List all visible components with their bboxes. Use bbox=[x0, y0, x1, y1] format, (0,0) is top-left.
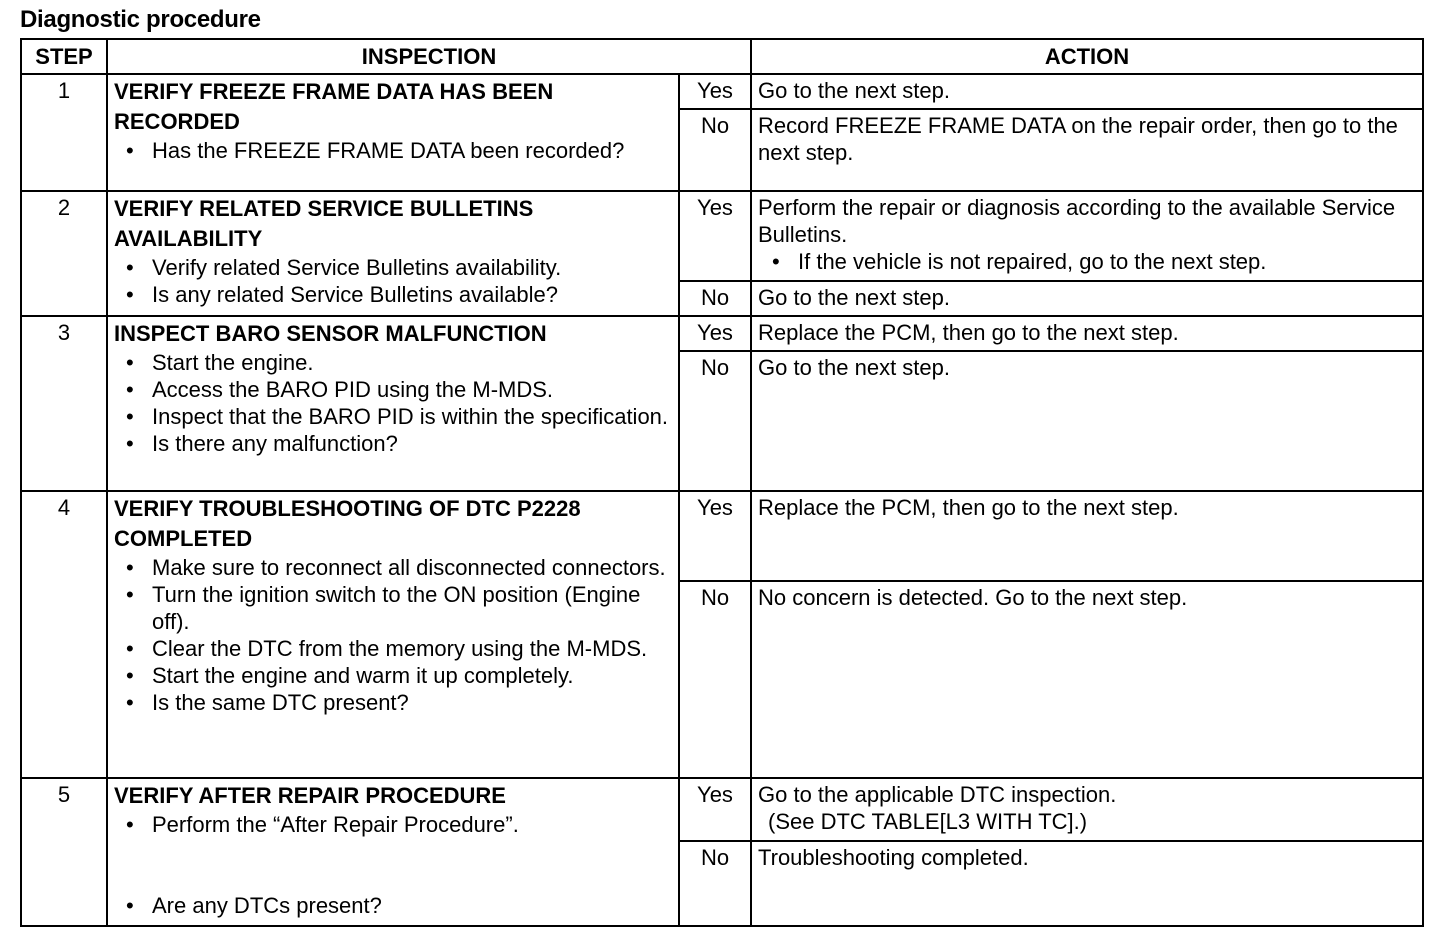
answer-no: No bbox=[679, 281, 751, 316]
list-item: • Make sure to reconnect all disconnected connectors. bbox=[152, 554, 672, 581]
inspection-heading: VERIFY RELATED SERVICE BULLETINS AVAILABILITY bbox=[114, 196, 534, 251]
list-item: • Start the engine and warm it up completely. bbox=[152, 662, 672, 689]
list-item: • Perform the “After Repair Procedure”. bbox=[152, 811, 672, 838]
answer-no: No bbox=[679, 581, 751, 778]
list-item: • Clear the DTC from the memory using the M-MDS. bbox=[152, 635, 672, 662]
list-item: • Access the BARO PID using the M-MDS. bbox=[152, 376, 672, 403]
header-row bbox=[21, 39, 1423, 74]
list-item: • Start the engine. bbox=[152, 349, 672, 376]
answer-no: No bbox=[679, 841, 751, 926]
answer-yes: Yes bbox=[679, 316, 751, 351]
action-yes bbox=[751, 191, 1423, 281]
spacer bbox=[114, 838, 672, 892]
list-item: • Has the FREEZE FRAME DATA been recorded? bbox=[152, 137, 672, 164]
list-item: • Turn the ignition switch to the ON position (Engine off). bbox=[152, 581, 672, 635]
table-row bbox=[21, 491, 1423, 581]
answer-yes: Yes bbox=[679, 778, 751, 841]
step-number: 5 bbox=[21, 778, 107, 926]
action-no: Record FREEZE FRAME DATA on the repair order, then go to the next step. bbox=[751, 109, 1423, 191]
inspection-cell bbox=[107, 191, 679, 316]
inspection-heading: VERIFY FREEZE FRAME DATA HAS BEEN RECORDED bbox=[114, 79, 554, 134]
action-yes: Go to the next step. bbox=[751, 74, 1423, 109]
list-item: • Verify related Service Bulletins availability. bbox=[152, 254, 672, 281]
inspection-bullets bbox=[114, 254, 672, 308]
step-number: 3 bbox=[21, 316, 107, 491]
answer-no: No bbox=[679, 351, 751, 491]
inspection-heading: VERIFY TROUBLESHOOTING OF DTC P2228 COMPLETED bbox=[114, 496, 581, 551]
table-row bbox=[21, 778, 1423, 841]
inspection-bullets bbox=[114, 811, 672, 838]
action-yes: Replace the PCM, then go to the next step. bbox=[751, 316, 1423, 351]
inspection-cell bbox=[107, 778, 679, 926]
list-item: • If the vehicle is not repaired, go to the next step. bbox=[798, 248, 1416, 275]
action-no: Go to the next step. bbox=[751, 351, 1423, 491]
inspection-cell bbox=[107, 316, 679, 491]
inspection-cell bbox=[107, 491, 679, 778]
action-yes bbox=[751, 778, 1423, 841]
inspection-bullets bbox=[114, 554, 672, 716]
step-number: 2 bbox=[21, 191, 107, 316]
inspection-heading: VERIFY AFTER REPAIR PROCEDURE bbox=[114, 783, 506, 808]
action-sub-bullets bbox=[758, 248, 1416, 275]
answer-yes: Yes bbox=[679, 191, 751, 281]
inspection-cell bbox=[107, 74, 679, 191]
inspection-bullets bbox=[114, 349, 672, 457]
inspection-heading: INSPECT BARO SENSOR MALFUNCTION bbox=[114, 321, 547, 346]
page-title: Diagnostic procedure bbox=[20, 6, 261, 33]
list-item: • Is any related Service Bulletins available? bbox=[152, 281, 672, 308]
step-number: 1 bbox=[21, 74, 107, 191]
list-item: • Are any DTCs present? bbox=[152, 892, 672, 919]
table-row bbox=[21, 316, 1423, 351]
header-action: ACTION bbox=[751, 39, 1423, 74]
action-no: No concern is detected. Go to the next step. bbox=[751, 581, 1423, 778]
step-number: 4 bbox=[21, 491, 107, 778]
table-row bbox=[21, 74, 1423, 109]
answer-no: No bbox=[679, 109, 751, 191]
header-inspection: INSPECTION bbox=[107, 39, 751, 74]
action-text: Perform the repair or diagnosis according to the available Service Bulletins. bbox=[758, 195, 1396, 247]
action-yes: Replace the PCM, then go to the next step. bbox=[751, 491, 1423, 581]
list-item: • Inspect that the BARO PID is within the specification. bbox=[152, 403, 672, 430]
answer-yes: Yes bbox=[679, 491, 751, 581]
list-item: • Is the same DTC present? bbox=[152, 689, 672, 716]
action-no: Troubleshooting completed. bbox=[751, 841, 1423, 926]
inspection-bullets bbox=[114, 892, 672, 919]
action-reference: (See DTC TABLE[L3 WITH TC].) bbox=[768, 809, 1088, 834]
action-no: Go to the next step. bbox=[751, 281, 1423, 316]
diagnostic-table bbox=[20, 38, 1424, 927]
list-item: • Is there any malfunction? bbox=[152, 430, 672, 457]
header-step: STEP bbox=[21, 39, 107, 74]
answer-yes: Yes bbox=[679, 74, 751, 109]
inspection-bullets bbox=[114, 137, 672, 164]
action-text: Go to the applicable DTC inspection. bbox=[758, 782, 1117, 807]
table-row bbox=[21, 191, 1423, 281]
